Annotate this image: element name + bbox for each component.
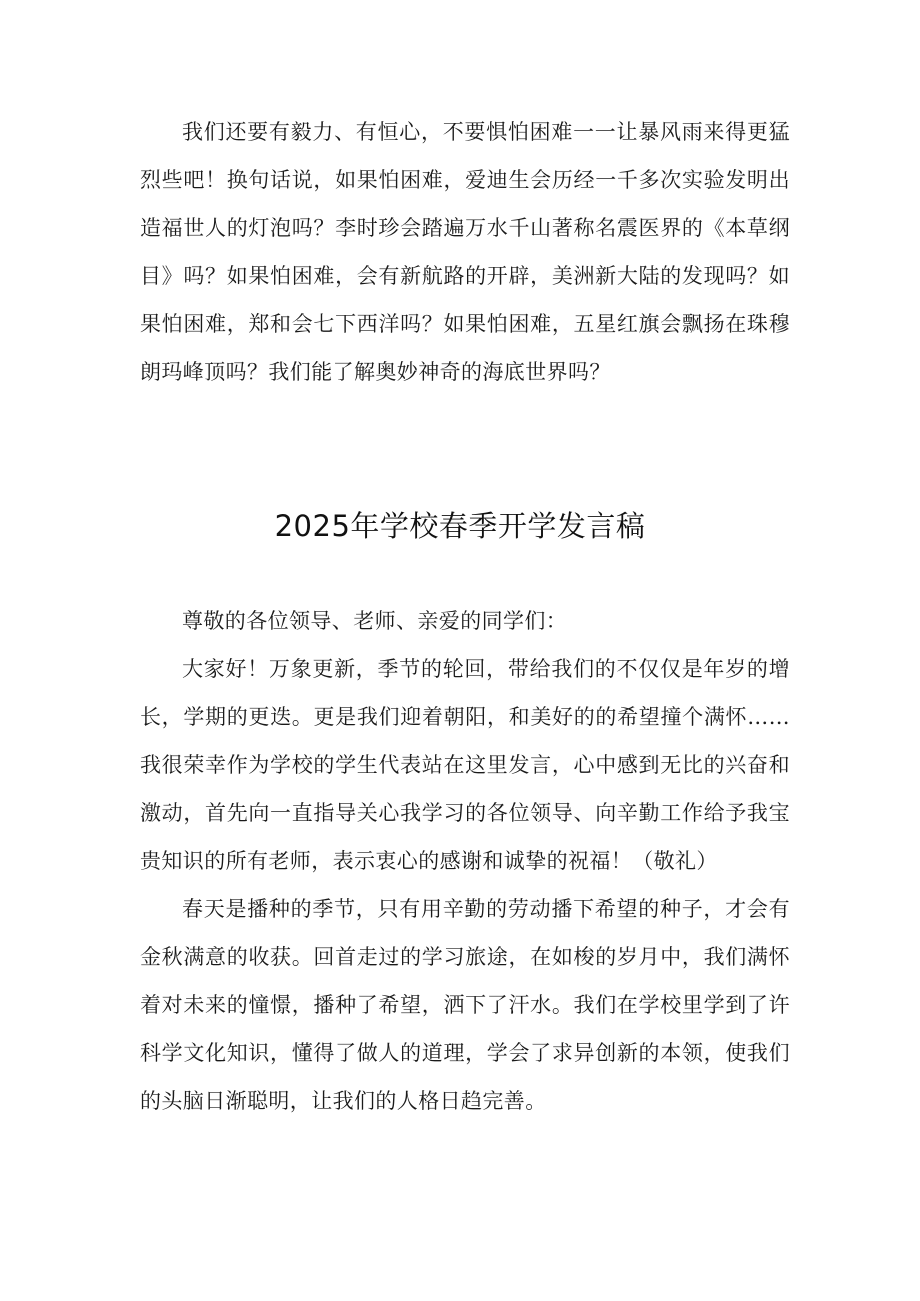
intro-paragraph: 我们还要有毅力、有恒心，不要惧怕困难一一让暴风雨来得更猛烈些吧！换句话说，如果怕困难，爱迪生会历经一千多次实验发明出造福世人的灯泡吗？李时珍会踏遍万水千山著称名震医界的《本草纲目》吗？如果怕困难，会有新航路的开辟，美洲新大陆的发现吗？如果怕困难，郑和会七下西洋吗？如果怕困难，五星红旗会飘扬在珠穆朗玛峰顶吗？我们能了解奥妙神奇的海底世界吗？ <box>140 120 790 384</box>
document-title: 2025年学校春季开学发言稿 <box>274 509 646 543</box>
body-paragraph-spring: 春天是播种的季节，只有用辛勤的劳动播下希望的种子，才会有金秋满意的收获。回首走过的学习旅途，在如梭的岁月中，我们满怀着对未来的憧憬，播种了希望，洒下了汗水。我们在学校里学到了许科学文化知识，懂得了做人的道理，学会了求异创新的本领，使我们的头脑日渐聪明，让我们的人格日趋完善。 <box>140 897 790 1113</box>
speech-body <box>140 597 790 1125</box>
salutation: 尊敬的各位领导、老师、亲爱的同学们： <box>182 609 568 633</box>
intro-section <box>140 108 790 396</box>
body-paragraph-greeting: 大家好！万象更新，季节的轮回，带给我们的不仅仅是年岁的增长，学期的更迭。更是我们迎着朝阳，和美好的的希望撞个满怀……我很荣幸作为学校的学生代表站在这里发言，心中感到无比的兴奋和激动，首先向一直指导关心我学习的各位领导、向辛勤工作给予我宝贵知识的所有老师，表示衷心的感谢和诚挚的祝福！（敬礼） <box>140 657 790 873</box>
